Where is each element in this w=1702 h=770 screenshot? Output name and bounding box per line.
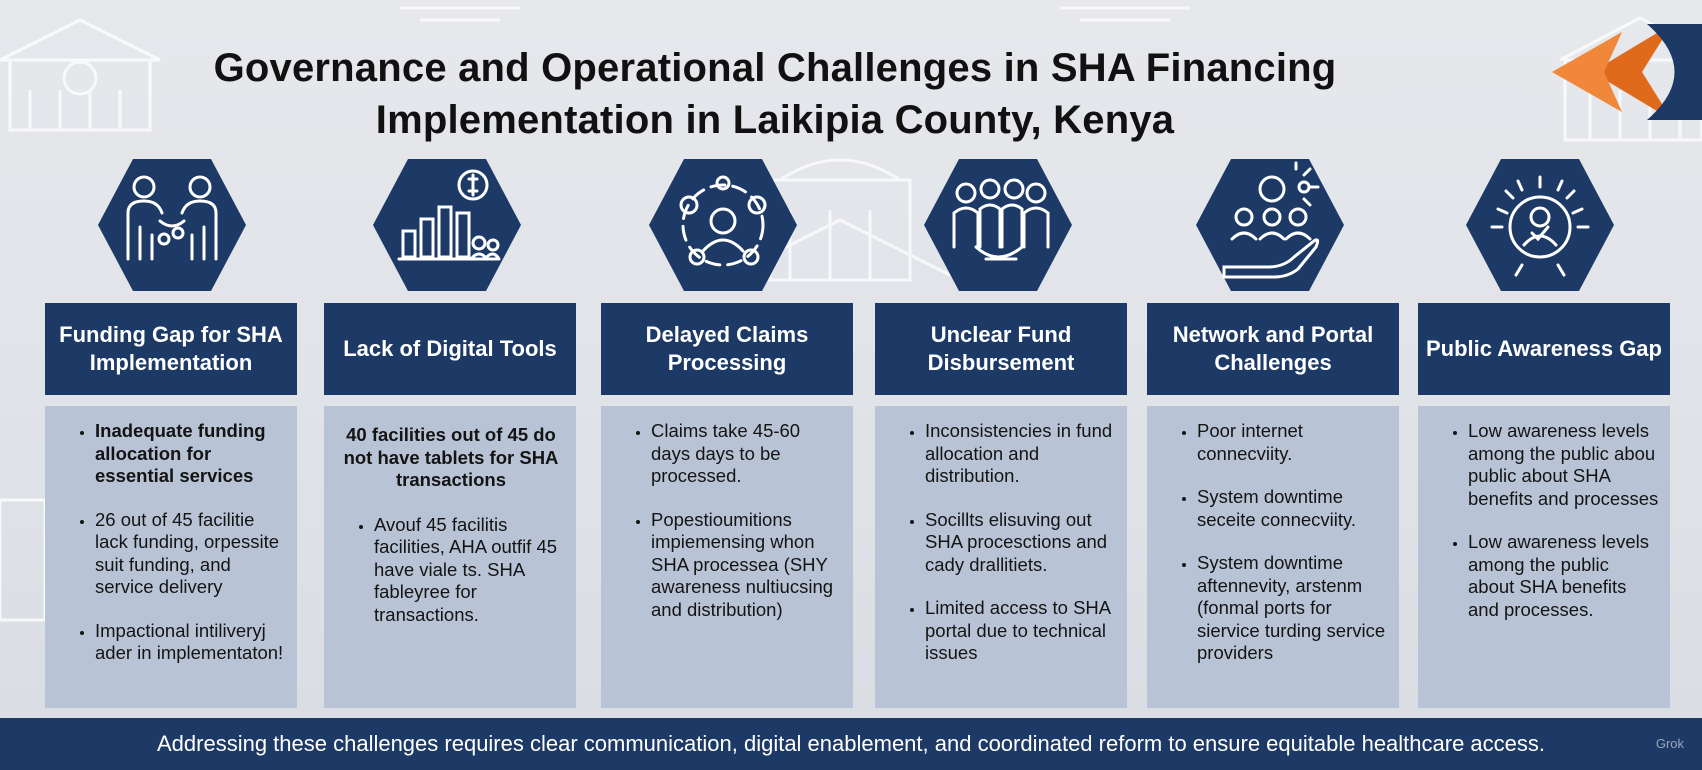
cycle-money-people-icon <box>645 147 801 303</box>
list-item: • Inadequate funding allocation for essential services <box>95 420 287 488</box>
watermark: Grok <box>1655 736 1684 751</box>
title-line-2: Implementation in Laikipia County, Kenya <box>375 98 1175 142</box>
column-body-delayed-claims <box>601 406 853 708</box>
column-header-fund-disbursement: Unclear Fund Disbursement <box>875 303 1127 395</box>
list-item: • Low awareness levels among the public abou public about SHA benefits and processes <box>1468 420 1660 510</box>
list-item: • Avouf 45 facilitis facilities, AHA outfif 45 have viale ts. SHA fableyree for transactions. <box>374 514 566 627</box>
list-item: • Poor internet connecviity. <box>1197 420 1389 465</box>
column-body-funding-gap <box>45 406 297 708</box>
column-body-public-awareness <box>1418 406 1670 708</box>
list-item: • Limited access to SHA portal due to technical issues <box>925 597 1117 665</box>
network-hand-icon <box>1192 147 1348 303</box>
list-item: • 26 out of 45 facilitie lack funding, orpessite suit funding, and service delivery <box>95 509 287 599</box>
list-item: • Socillts elisuving out SHA procesctions and cady drallitiets. <box>925 509 1117 577</box>
column-body-fund-disbursement <box>875 406 1127 708</box>
title-line-1: Governance and Operational Challenges in SHA Financing <box>213 46 1337 90</box>
list-item: • Low awareness levels among the public about SHA benefits and processes. <box>1468 531 1660 621</box>
group-people-icon <box>920 147 1076 303</box>
footer-banner: Addressing these challenges requires clear communication, digital enablement, and coordinated reform to ensure equitable healthcare access. <box>0 718 1702 770</box>
column-header-funding-gap: Funding Gap for SHA Implementation <box>45 303 297 395</box>
list-item: • Claims take 45-60 days days to be processed. <box>651 420 843 488</box>
column-header-digital-tools: Lack of Digital Tools <box>324 303 576 395</box>
lead-text: 40 facilities out of 45 do not have tablets for SHA transactions <box>343 424 559 490</box>
bar-chart-money-icon <box>369 147 525 303</box>
person-radiating-icon <box>1462 147 1618 303</box>
list-item: • Inconsistencies in fund allocation and distribution. <box>925 420 1117 488</box>
column-body-digital-tools <box>324 406 576 708</box>
page-title <box>150 42 1400 146</box>
list-item: • Popestioumitions impiemensing whon SHA processea (SHY awareness nultiucsing and distribution) <box>651 509 843 622</box>
column-header-delayed-claims: Delayed Claims Processing <box>601 303 853 395</box>
column-header-network-portal: Network and Portal Challenges <box>1147 303 1399 395</box>
list-item: • System downtime aftennevity, arstenm (fonmal ports for siervice turding service providers <box>1197 552 1389 665</box>
list-item: • Impactional intiliveryj ader in implementaton! <box>95 620 287 665</box>
handshake-people-icon <box>94 147 250 303</box>
brand-logo <box>1552 14 1702 129</box>
column-body-network-portal <box>1147 406 1399 708</box>
column-header-public-awareness: Public Awareness Gap <box>1418 303 1670 395</box>
list-item: • System downtime seceite connecviity. <box>1197 486 1389 531</box>
